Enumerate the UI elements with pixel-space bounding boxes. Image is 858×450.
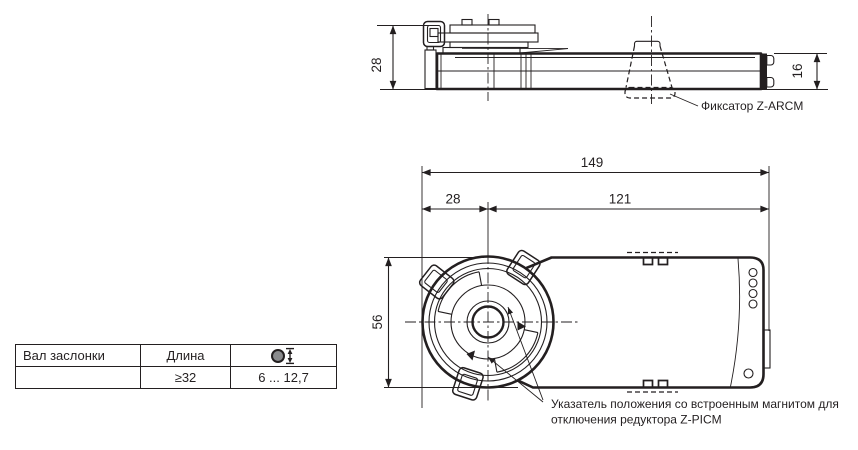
indicator-label-line2: отключения редуктора Z-PICM	[551, 412, 722, 427]
dimension-side-16	[774, 54, 827, 90]
table-cell-diameter: 6 ... 12,7	[231, 367, 337, 389]
shaft-diameter-range-icon	[269, 346, 299, 366]
table-cell-shaft	[16, 367, 141, 389]
table-header-row	[16, 345, 337, 367]
dim-label-56: 56	[370, 314, 385, 330]
end-cap-seam	[731, 259, 740, 387]
indicator-led-hole	[749, 269, 757, 277]
table-header-diameter	[231, 345, 337, 367]
table-header-length: Длина	[141, 345, 231, 367]
dim-label-16-side: 16	[790, 63, 805, 79]
table-header-shaft: Вал заслонки	[16, 345, 141, 367]
dimension-149	[422, 155, 769, 173]
dim-label-28: 28	[445, 191, 461, 207]
button-hole	[744, 369, 753, 378]
pointer-mark	[467, 351, 476, 361]
fixator-leader-line	[670, 94, 698, 106]
indicator-led-hole	[749, 279, 757, 287]
side-view-body	[425, 47, 774, 90]
rotary-clamp-assembly	[418, 249, 553, 401]
mounting-hook-top	[767, 56, 774, 66]
fixator-label: Фиксатор Z-ARCM	[701, 99, 804, 113]
indicator-led-hole	[749, 290, 757, 298]
mounting-hook-bottom	[767, 78, 774, 88]
table-value-row	[16, 367, 337, 389]
table-cell-length: ≥32	[141, 367, 231, 389]
damper-shaft-spec-table	[15, 344, 337, 389]
dim-label-149: 149	[580, 155, 604, 170]
dimension-side-28	[369, 26, 429, 90]
plan-view	[370, 155, 839, 427]
dimension-28	[422, 192, 488, 210]
indicator-led-hole	[749, 300, 757, 308]
dim-label-28-side: 28	[369, 57, 384, 73]
indicator-label-line1: Указатель положения со встроенным магнитом для	[551, 397, 839, 411]
side-end-cap	[761, 54, 768, 90]
dim-label-121: 121	[608, 191, 632, 207]
dimension-121	[488, 192, 769, 210]
side-view	[369, 14, 828, 113]
